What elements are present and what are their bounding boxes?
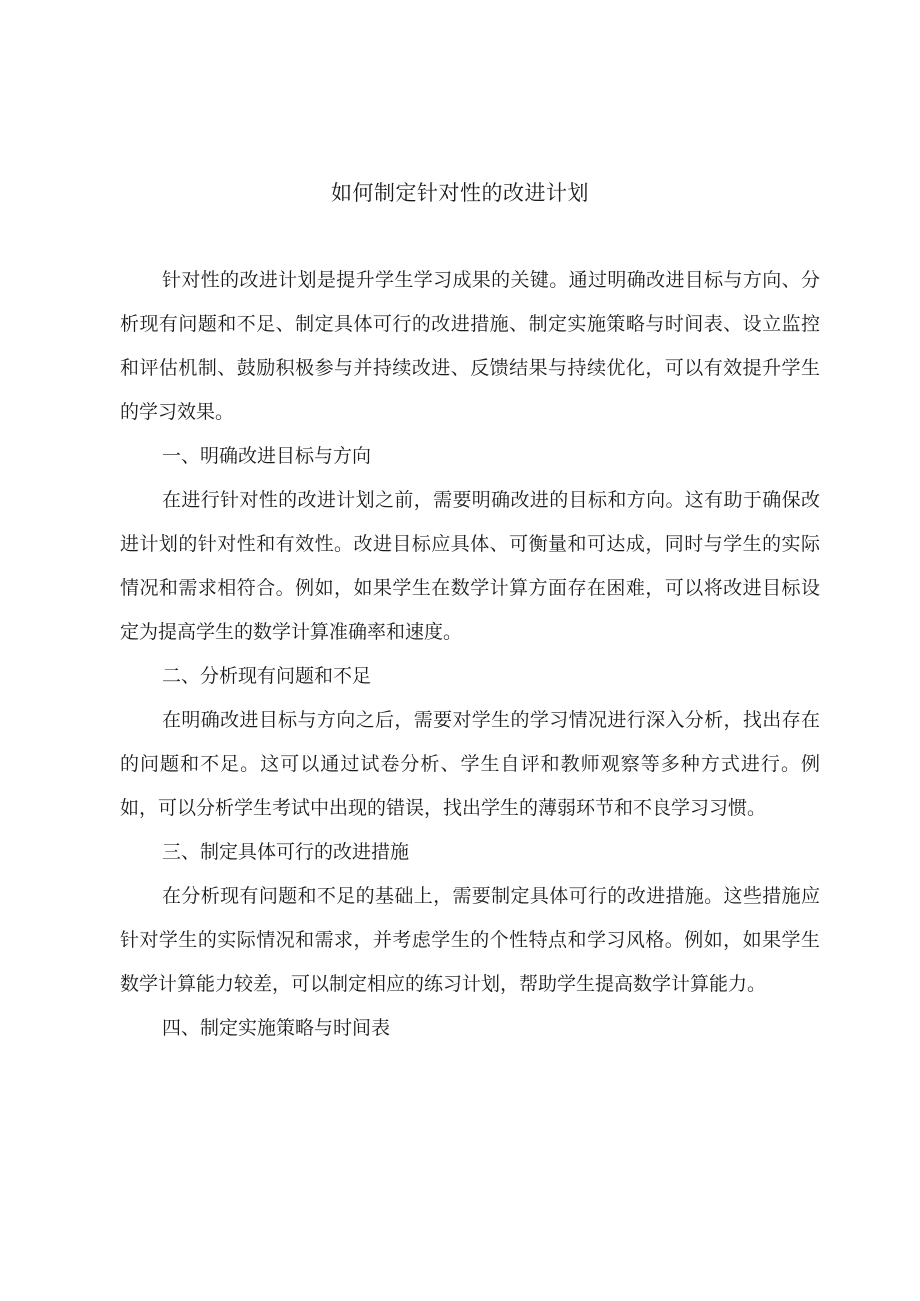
section-paragraph-3: 在分析现有问题和不足的基础上，需要制定具体可行的改进措施。这些措施应针对学生的实际情况和需求，并考虑学生的个性特点和学习风格。例如，如果学生数学计算能力较差，可以制定相应的练习计划，帮助学生提高数学计算能力。 [120, 885, 820, 995]
section-heading-4: 四、制定实施策略与时间表 [162, 1017, 391, 1039]
section-paragraph-1: 在进行针对性的改进计划之前，需要明确改进的目标和方向。这有助于确保改进计划的针对性和有效性。改进目标应具体、可衡量和可达成，同时与学生的实际情况和需求相符合。例如，如果学生在数学计算方面存在困难，可以将改进目标设定为提高学生的数学计算准确率和速度。 [120, 489, 820, 643]
document-title: 如何制定针对性的改进计划 [331, 181, 589, 205]
section-paragraph-2: 在明确改进目标与方向之后，需要对学生的学习情况进行深入分析，找出存在的问题和不足。这可以通过试卷分析、学生自评和教师观察等多种方式进行。例如，可以分析学生考试中出现的错误，找出学生的薄弱环节和不良学习习惯。 [120, 709, 820, 819]
section-heading-2: 二、分析现有问题和不足 [162, 665, 372, 687]
document-body [120, 258, 820, 1050]
intro-paragraph: 针对性的改进计划是提升学生学习成果的关键。通过明确改进目标与方向、分析现有问题和不足、制定具体可行的改进措施、制定实施策略与时间表、设立监控和评估机制、鼓励积极参与并持续改进、反馈结果与持续优化，可以有效提升学生的学习效果。 [120, 269, 820, 423]
section-heading-1: 一、明确改进目标与方向 [162, 445, 372, 467]
section-heading-3: 三、制定具体可行的改进措施 [162, 841, 410, 863]
